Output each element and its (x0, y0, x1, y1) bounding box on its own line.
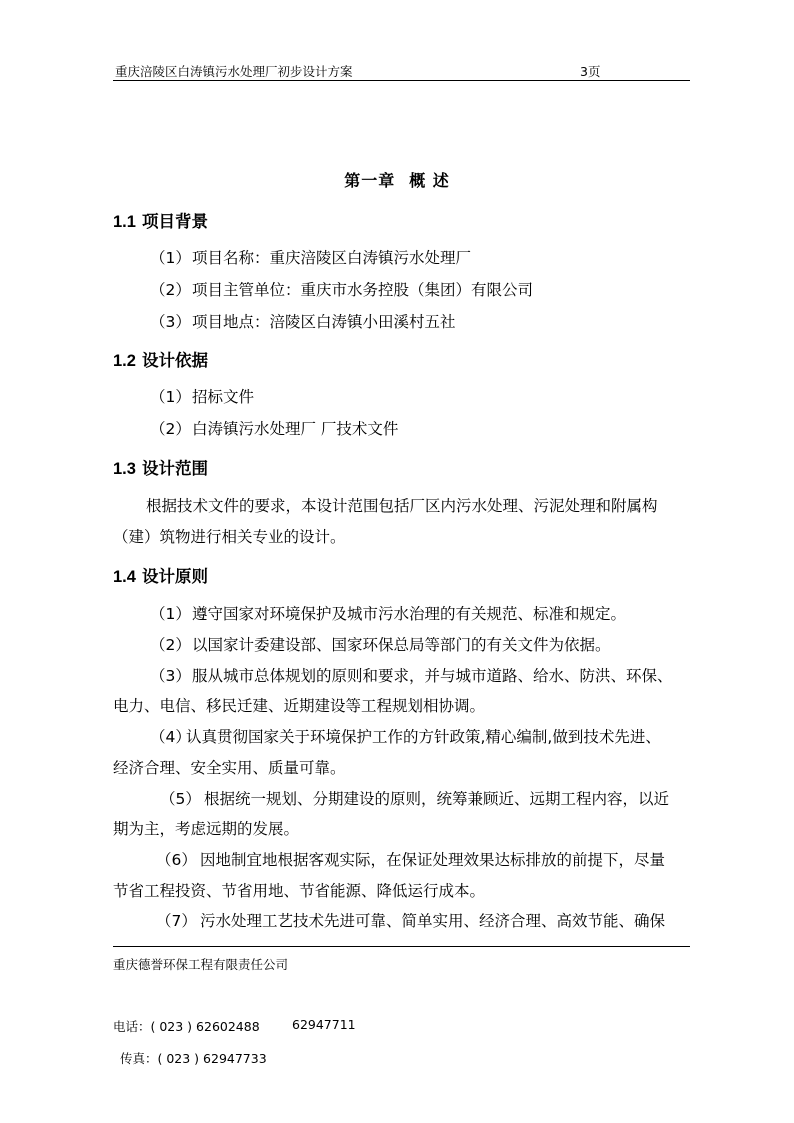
paragraph-line: （建）筑物进行相关专业的设计。 (113, 528, 346, 546)
list-item: （1）招标文件 (150, 388, 255, 406)
list-item: （7） 污水处理工艺技术先进可靠、简单实用、经济合理、高效节能、确保 (156, 912, 666, 930)
paragraph-line: 经济合理、安全实用、质量可靠。 (113, 759, 346, 777)
chapter-heading (0, 168, 794, 191)
paragraph-line: 期为主，考虑远期的发展。 (113, 820, 300, 838)
page-number: 3页 (580, 64, 601, 79)
chapter-label: 第一章 (344, 171, 396, 190)
footer-telephone-2: 62947711 (292, 1017, 356, 1032)
list-item: （3）项目地点：涪陵区白涛镇小田溪村五社 (150, 313, 456, 331)
paragraph-line: 根据技术文件的要求，本设计范围包括厂区内污水处理、污泥处理和附属构 (146, 497, 658, 515)
section-heading-1-2: 1.2 设计依据 (113, 351, 208, 370)
section-heading-1-1: 1.1 项目背景 (113, 212, 208, 231)
footer-company: 重庆德誉环保工程有限责任公司 (113, 957, 289, 972)
list-item: （1）遵守国家对环境保护及城市污水治理的有关规范、标准和规定。 (150, 605, 627, 623)
footer-telephone: 电话：( 023 ) 62602488 (113, 1019, 260, 1034)
list-item: （2）以国家计委建设部、国家环保总局等部门的有关文件为依据。 (150, 636, 611, 654)
chapter-title: 概 述 (409, 171, 450, 190)
section-heading-1-3: 1.3 设计范围 (113, 459, 208, 478)
list-item: （2）项目主管单位：重庆市水务控股（集团）有限公司 (150, 281, 534, 299)
list-item: （2）白涛镇污水处理厂 厂技术文件 (150, 420, 399, 438)
list-item: （3）服从城市总体规划的原则和要求，并与城市道路、给水、防洪、环保、 (150, 667, 673, 685)
list-item: （5） 根据统一规划、分期建设的原则，统筹兼顾近、远期工程内容，以近 (160, 790, 670, 808)
section-heading-1-4: 1.4 设计原则 (113, 567, 208, 586)
list-item: （1）项目名称：重庆涪陵区白涛镇污水处理厂 (150, 249, 472, 267)
footer-fax: 传真：( 023 ) 62947733 (120, 1051, 267, 1066)
paragraph-line: 电力、电信、移民迁建、近期建设等工程规划相协调。 (113, 697, 486, 715)
page-header (113, 58, 690, 81)
list-item: （6） 因地制宜地根据客观实际，在保证处理效果达标排放的前提下，尽量 (156, 851, 666, 869)
document-title: 重庆涪陵区白涛镇污水处理厂初步设计方案 (115, 64, 353, 79)
list-item: （4）认真贯彻国家关于环境保护工作的方针政策,精心编制,做到技术先进、 (150, 728, 661, 746)
paragraph-line: 节省工程投资、节省用地、节省能源、降低运行成本。 (113, 882, 486, 900)
footer-divider (113, 946, 690, 947)
